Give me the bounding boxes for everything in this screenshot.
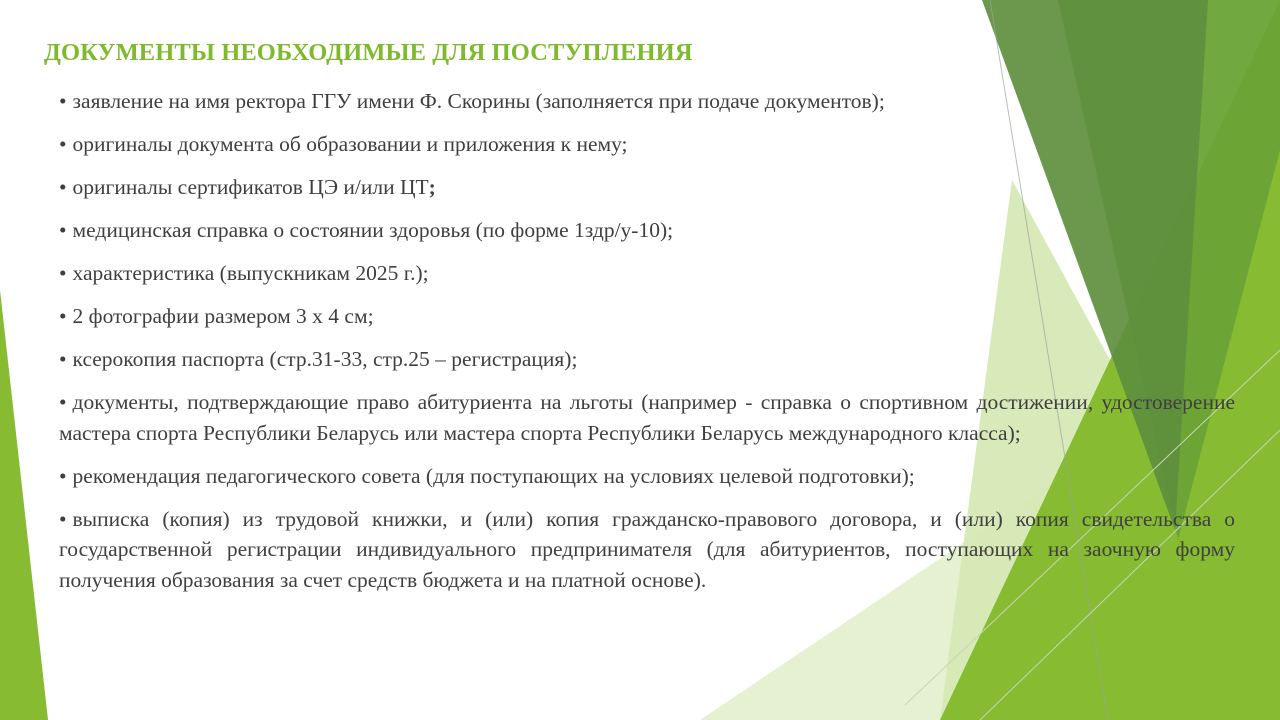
list-item: [59, 172, 1235, 203]
list-item-text: медицинская справка о состоянии здоровья (по форме 1здр/у-10);: [72, 218, 674, 242]
bullet-glyph: •: [59, 304, 67, 328]
list-item: [59, 461, 1235, 492]
list-item: [59, 504, 1235, 596]
list-item: [59, 301, 1235, 332]
bullet-glyph: •: [59, 89, 67, 113]
list-item-text: оригиналы сертификатов ЦЭ и/или ЦТ: [72, 175, 429, 199]
list-item: [59, 344, 1235, 375]
bullet-glyph: •: [59, 175, 67, 199]
bullet-glyph: •: [59, 132, 67, 156]
list-item: [59, 86, 1235, 117]
list-item-suffix: ;: [428, 175, 436, 199]
bullet-glyph: •: [59, 390, 67, 414]
list-item: [59, 387, 1235, 448]
list-item: [59, 258, 1235, 289]
bullet-glyph: •: [59, 506, 67, 531]
bullet-glyph: •: [59, 347, 67, 371]
list-item: [59, 215, 1235, 246]
list-item-text: ксерокопия паспорта (стр.31-33, стр.25 – регистрация);: [72, 347, 578, 371]
bullet-glyph: •: [59, 463, 67, 488]
bullet-glyph: •: [59, 218, 67, 242]
list-item-text: оригиналы документа об образовании и приложения к нему;: [72, 132, 628, 156]
list-item-text: характеристика (выпускникам 2025 г.);: [72, 261, 429, 285]
list-item-text: заявление на имя ректора ГГУ имени Ф. Скорины (заполняется при подаче документов);: [72, 89, 885, 113]
bullet-glyph: •: [59, 261, 67, 285]
requirements-list: [59, 86, 1235, 608]
list-item-text: выписка (копия) из трудовой книжки, и (или) копия гражданско-правового договора, и (или) копия свидетельства о государственной регистрации индивидуального предпринимателя (для абитуриентов, поступающих на заочную форму получения образования за счет средств бюджета и на платной основе).: [59, 506, 1235, 592]
list-item-text: документы, подтверждающие право абитуриента на льготы (например - справка о спортивном достижении, удостоверение мастера спорта Республики Беларусь или мастера спорта Республики Беларусь международного класса);: [59, 390, 1235, 445]
list-item-text: 2 фотографии размером 3 х 4 см;: [72, 304, 374, 328]
slide-title: ДОКУМЕНТЫ НЕОБХОДИМЫЕ ДЛЯ ПОСТУПЛЕНИЯ: [44, 39, 693, 66]
list-item: [59, 129, 1235, 160]
list-item-text: рекомендация педагогического совета (для поступающих на условиях целевой подготовки);: [72, 463, 915, 488]
